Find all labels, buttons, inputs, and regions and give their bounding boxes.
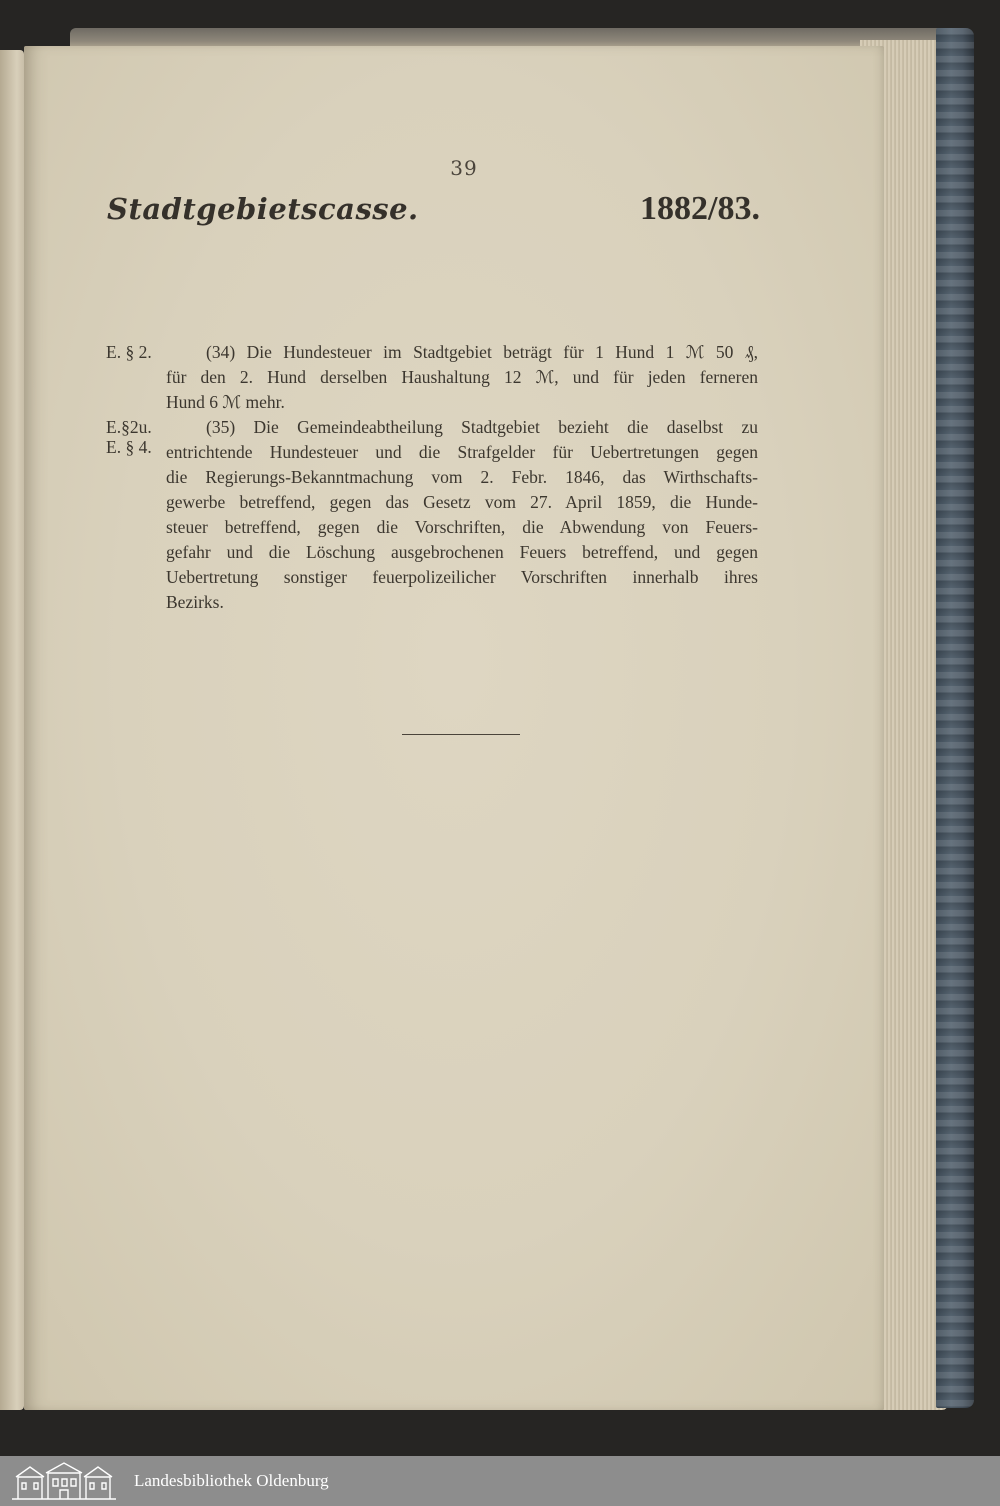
margin-note: E. § 2.	[106, 342, 152, 362]
text-line: gefahr und die Löschung ausgebrochenen Feuers betreffend, und gegen	[166, 542, 758, 562]
running-head-year: 1882/83.	[640, 190, 760, 227]
paragraph-35	[166, 415, 758, 615]
previous-page-edge	[0, 50, 24, 1410]
text-line: steuer betreffend, gegen die Vorschriften, die Abwendung von Feuers-	[166, 517, 758, 537]
footer-library-name: Landesbibliothek Oldenburg	[134, 1471, 329, 1490]
footer-banner	[0, 1456, 1000, 1506]
text-line: Uebertretung sonstiger feuerpolizeilicher Vorschriften innerhalb ihres	[166, 567, 758, 587]
library-building-logo-icon	[8, 1461, 120, 1501]
text-line: die Regierungs-Bekanntmachung vom 2. Febr. 1846, das Wirthschafts-	[166, 467, 758, 487]
running-head-title: Stadtgebietscasse.	[107, 192, 419, 226]
text-line: gewerbe betreffend, gegen das Gesetz vom 27. April 1859, die Hunde-	[166, 492, 758, 512]
margin-note: E. § 4.	[106, 437, 152, 457]
margin-note: E.§2u.	[106, 417, 152, 437]
text-line: (34) Die Hundesteuer im Stadtgebiet beträgt für 1 Hund 1 ℳ 50 ₰,	[206, 342, 758, 362]
text-line: für den 2. Hund derselben Haushaltung 12 ℳ, und für jeden ferneren	[166, 367, 758, 387]
paragraph-34	[166, 340, 758, 415]
section-divider-rule	[402, 734, 520, 735]
text-line: (35) Die Gemeindeabtheilung Stadtgebiet bezieht die daselbst zu	[206, 417, 758, 437]
text-line: Hund 6 ℳ mehr.	[166, 392, 285, 412]
text-line: entrichtende Hundesteuer und die Strafgelder für Uebertretungen gegen	[166, 442, 758, 462]
book-cover-spine-edge	[936, 28, 974, 1408]
book-page	[24, 46, 884, 1410]
text-line: Bezirks.	[166, 592, 224, 612]
page-number: 39	[450, 156, 478, 180]
